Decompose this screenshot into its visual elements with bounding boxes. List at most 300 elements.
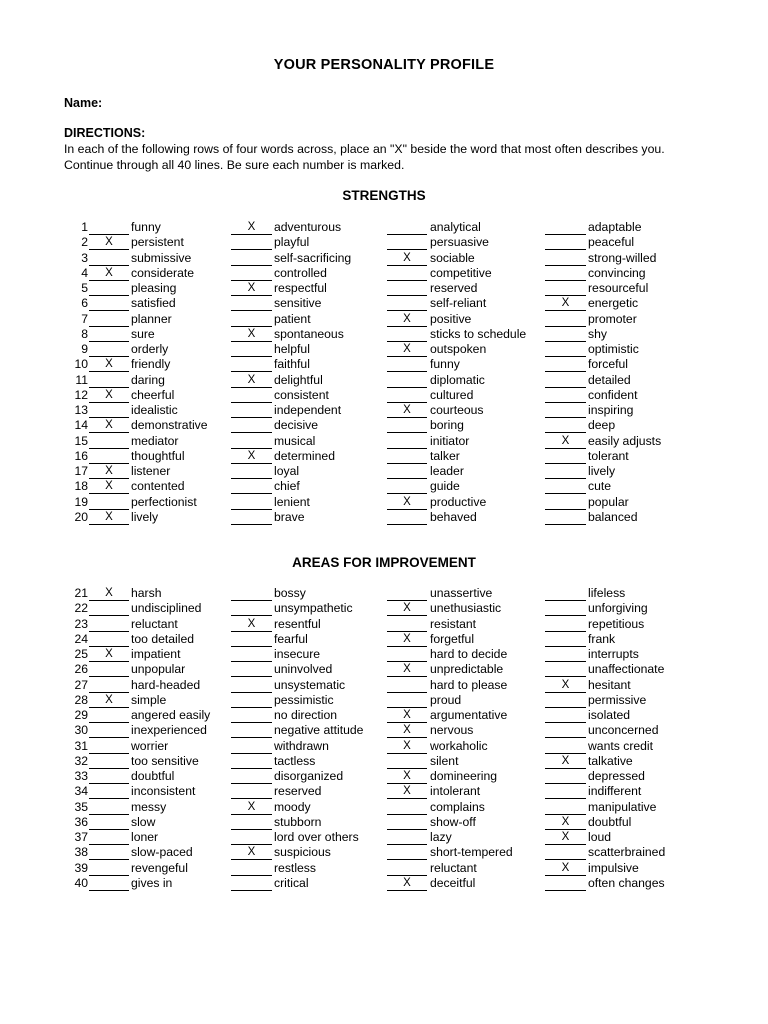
trait-word: sticks to schedule xyxy=(430,326,527,341)
answer-blank[interactable] xyxy=(387,830,427,845)
trait-word: independent xyxy=(274,403,342,417)
answer-blank[interactable]: X xyxy=(545,830,586,845)
strengths-list xyxy=(0,220,768,525)
answer-blank[interactable] xyxy=(89,342,129,357)
answer-blank[interactable]: X xyxy=(231,220,272,235)
answer-blank[interactable] xyxy=(387,510,427,525)
trait-word: hard-headed xyxy=(131,677,201,692)
trait-word: undisciplined xyxy=(131,601,202,616)
trait-word: unsystematic xyxy=(274,677,346,692)
answer-blank[interactable] xyxy=(89,495,129,510)
trait-word: lively xyxy=(131,509,159,524)
profile-row xyxy=(0,784,768,799)
trait-word: playful xyxy=(274,235,310,250)
trait-word: pleasing xyxy=(131,281,177,295)
trait-word: harsh xyxy=(131,586,162,600)
answer-blank[interactable]: X xyxy=(545,678,586,693)
profile-row xyxy=(0,861,768,876)
trait-word: doubtful xyxy=(131,769,175,783)
row-number: 15 xyxy=(74,433,88,448)
answer-blank[interactable] xyxy=(545,647,586,662)
answer-blank[interactable] xyxy=(545,251,586,266)
trait-word: self-sacrificing xyxy=(274,250,352,265)
profile-row xyxy=(0,357,768,372)
answer-blank[interactable] xyxy=(387,220,427,235)
trait-word: fearful xyxy=(274,631,308,646)
trait-word: proud xyxy=(430,692,462,707)
answer-blank[interactable] xyxy=(545,327,586,342)
trait-word: suspicious xyxy=(274,845,331,860)
answer-blank[interactable]: X xyxy=(89,479,129,494)
row-number: 12 xyxy=(74,387,88,402)
profile-row xyxy=(0,632,768,647)
row-number: 37 xyxy=(74,830,88,844)
trait-word: funny xyxy=(131,220,161,234)
trait-word: domineering xyxy=(430,769,498,783)
answer-blank[interactable]: X xyxy=(387,769,427,784)
answer-blank[interactable] xyxy=(231,739,272,754)
trait-word: reluctant xyxy=(430,860,477,875)
profile-row xyxy=(0,251,768,266)
answer-blank[interactable] xyxy=(231,388,272,403)
answer-blank[interactable] xyxy=(545,601,586,616)
answer-blank[interactable] xyxy=(387,464,427,479)
trait-word: considerate xyxy=(131,265,195,280)
answer-blank[interactable]: X xyxy=(89,418,129,433)
answer-blank[interactable] xyxy=(89,281,129,296)
answer-blank[interactable] xyxy=(545,723,586,738)
trait-word: determined xyxy=(274,448,335,463)
answer-blank[interactable] xyxy=(231,693,272,708)
answer-blank[interactable]: X xyxy=(387,342,427,357)
answer-blank[interactable] xyxy=(231,678,272,693)
answer-blank[interactable] xyxy=(387,617,427,632)
answer-blank[interactable] xyxy=(231,632,272,647)
trait-word: too detailed xyxy=(131,631,195,646)
answer-blank[interactable] xyxy=(89,800,129,815)
answer-blank[interactable] xyxy=(387,434,427,449)
profile-row xyxy=(0,266,768,281)
trait-word: wants credit xyxy=(588,738,654,753)
answer-blank[interactable] xyxy=(231,403,272,418)
answer-blank[interactable] xyxy=(387,449,427,464)
answer-blank[interactable] xyxy=(545,662,586,677)
answer-blank[interactable] xyxy=(387,373,427,388)
trait-word: silent xyxy=(430,753,459,768)
answer-blank[interactable] xyxy=(387,693,427,708)
answer-blank[interactable] xyxy=(545,708,586,723)
row-number: 28 xyxy=(74,692,88,707)
trait-word: boring xyxy=(430,418,464,433)
answer-blank[interactable] xyxy=(387,586,427,601)
answer-blank[interactable] xyxy=(89,861,129,876)
answer-blank[interactable] xyxy=(387,418,427,433)
profile-row xyxy=(0,647,768,662)
answer-blank[interactable] xyxy=(89,739,129,754)
answer-blank[interactable] xyxy=(387,845,427,860)
trait-word: reluctant xyxy=(131,616,178,631)
trait-word: daring xyxy=(131,372,165,387)
answer-blank[interactable] xyxy=(231,815,272,830)
answer-blank[interactable] xyxy=(231,586,272,601)
answer-blank[interactable] xyxy=(231,418,272,433)
trait-word: scatterbrained xyxy=(588,845,666,860)
answer-blank[interactable] xyxy=(231,357,272,372)
answer-blank[interactable]: X xyxy=(387,723,427,738)
trait-word: unpopular xyxy=(131,662,186,677)
profile-row xyxy=(0,342,768,357)
row-number: 40 xyxy=(74,875,88,890)
row-number: 16 xyxy=(74,448,88,463)
trait-word: indifferent xyxy=(588,784,642,799)
trait-word: mediator xyxy=(131,433,179,448)
answer-blank[interactable]: X xyxy=(545,296,586,311)
answer-blank[interactable] xyxy=(231,769,272,784)
profile-row xyxy=(0,479,768,494)
trait-word: easily adjusts xyxy=(588,433,662,448)
answer-blank[interactable] xyxy=(387,388,427,403)
answer-blank[interactable] xyxy=(545,845,586,860)
answer-blank[interactable] xyxy=(231,266,272,281)
trait-word: cultured xyxy=(430,387,474,402)
trait-word: brave xyxy=(274,509,305,524)
profile-row xyxy=(0,403,768,418)
row-number: 9 xyxy=(81,342,88,356)
answer-blank[interactable]: X xyxy=(89,464,129,479)
answer-blank[interactable] xyxy=(231,235,272,250)
profile-row xyxy=(0,800,768,815)
trait-word: competitive xyxy=(430,265,492,280)
answer-blank[interactable]: X xyxy=(89,357,129,372)
answer-blank[interactable] xyxy=(545,464,586,479)
answer-blank[interactable]: X xyxy=(387,251,427,266)
answer-blank[interactable] xyxy=(387,647,427,662)
trait-word: loyal xyxy=(274,464,300,478)
answer-blank[interactable]: X xyxy=(387,403,427,418)
row-number: 1 xyxy=(81,220,88,234)
trait-word: repetitious xyxy=(588,616,645,631)
answer-blank[interactable] xyxy=(89,312,129,327)
trait-word: sure xyxy=(131,326,155,341)
answer-blank[interactable] xyxy=(387,815,427,830)
answer-blank[interactable] xyxy=(545,632,586,647)
answer-blank[interactable] xyxy=(231,754,272,769)
profile-row xyxy=(0,281,768,296)
profile-row xyxy=(0,327,768,342)
answer-blank[interactable] xyxy=(387,266,427,281)
trait-word: thoughtful xyxy=(131,448,185,463)
answer-blank[interactable] xyxy=(231,861,272,876)
answer-blank[interactable]: X xyxy=(231,281,272,296)
answer-blank[interactable] xyxy=(545,357,586,372)
answer-blank[interactable] xyxy=(387,800,427,815)
answer-blank[interactable] xyxy=(545,281,586,296)
trait-word: interrupts xyxy=(588,647,639,661)
answer-blank[interactable] xyxy=(545,479,586,494)
answer-blank[interactable] xyxy=(545,312,586,327)
trait-word: forceful xyxy=(588,357,628,372)
answer-blank[interactable] xyxy=(89,678,129,693)
trait-word: cute xyxy=(588,479,612,494)
trait-word: isolated xyxy=(588,708,631,722)
answer-blank[interactable] xyxy=(89,845,129,860)
answer-blank[interactable] xyxy=(545,586,586,601)
profile-row xyxy=(0,601,768,616)
answer-blank[interactable] xyxy=(89,296,129,311)
answer-blank[interactable]: X xyxy=(89,235,129,250)
trait-word: outspoken xyxy=(430,342,487,356)
answer-blank[interactable] xyxy=(89,403,129,418)
answer-blank[interactable]: X xyxy=(387,601,427,616)
profile-row xyxy=(0,586,768,601)
answer-blank[interactable]: X xyxy=(89,388,129,403)
answer-blank[interactable] xyxy=(89,723,129,738)
answer-blank[interactable]: X xyxy=(231,800,272,815)
answer-blank[interactable] xyxy=(387,754,427,769)
trait-word: consistent xyxy=(274,387,329,402)
answer-blank[interactable] xyxy=(545,617,586,632)
row-number: 24 xyxy=(74,631,88,646)
answer-blank[interactable] xyxy=(545,510,586,525)
trait-word: behaved xyxy=(430,509,477,524)
answer-blank[interactable]: X xyxy=(231,373,272,388)
trait-word: simple xyxy=(131,692,167,707)
answer-blank[interactable]: X xyxy=(89,693,129,708)
answer-blank[interactable] xyxy=(387,235,427,250)
answer-blank[interactable] xyxy=(89,601,129,616)
answer-blank[interactable] xyxy=(89,815,129,830)
answer-blank[interactable] xyxy=(231,784,272,799)
answer-blank[interactable] xyxy=(545,800,586,815)
trait-word: no direction xyxy=(274,708,338,722)
profile-row xyxy=(0,678,768,693)
answer-blank[interactable]: X xyxy=(387,876,427,891)
answer-blank[interactable] xyxy=(387,281,427,296)
answer-blank[interactable] xyxy=(89,632,129,647)
answer-blank[interactable] xyxy=(545,495,586,510)
answer-blank[interactable] xyxy=(231,296,272,311)
row-number: 20 xyxy=(74,509,88,524)
answer-blank[interactable] xyxy=(89,754,129,769)
answer-blank[interactable] xyxy=(387,357,427,372)
trait-word: resourceful xyxy=(588,281,649,295)
answer-blank[interactable]: X xyxy=(545,861,586,876)
trait-word: angered easily xyxy=(131,708,211,722)
trait-word: uninvolved xyxy=(274,662,333,677)
answer-blank[interactable]: X xyxy=(89,510,129,525)
trait-word: show-off xyxy=(430,814,476,829)
answer-blank[interactable] xyxy=(545,693,586,708)
answer-blank[interactable]: X xyxy=(545,815,586,830)
answer-blank[interactable] xyxy=(387,861,427,876)
trait-word: frank xyxy=(588,631,616,646)
answer-blank[interactable]: X xyxy=(387,662,427,677)
answer-blank[interactable]: X xyxy=(89,266,129,281)
trait-word: inexperienced xyxy=(131,723,207,738)
trait-word: talkative xyxy=(588,753,633,768)
answer-blank[interactable] xyxy=(231,464,272,479)
answer-blank[interactable]: X xyxy=(387,632,427,647)
answer-blank[interactable] xyxy=(545,876,586,891)
row-number: 32 xyxy=(74,753,88,768)
answer-blank[interactable]: X xyxy=(387,739,427,754)
answer-blank[interactable]: X xyxy=(231,617,272,632)
answer-blank[interactable]: X xyxy=(89,586,129,601)
row-number: 2 xyxy=(81,235,88,250)
trait-word: self-reliant xyxy=(430,296,487,311)
trait-word: resentful xyxy=(274,616,321,631)
profile-row xyxy=(0,235,768,250)
row-number: 18 xyxy=(74,479,88,494)
profile-row xyxy=(0,510,768,525)
answer-blank[interactable] xyxy=(231,312,272,327)
trait-word: productive xyxy=(430,494,487,509)
trait-word: sensitive xyxy=(274,296,322,311)
trait-word: deceitful xyxy=(430,875,476,890)
answer-blank[interactable] xyxy=(231,251,272,266)
answer-blank[interactable]: X xyxy=(231,449,272,464)
answer-blank[interactable] xyxy=(231,662,272,677)
answer-blank[interactable] xyxy=(89,830,129,845)
answer-blank[interactable] xyxy=(545,739,586,754)
answer-blank[interactable] xyxy=(89,662,129,677)
answer-blank[interactable] xyxy=(545,235,586,250)
trait-word: revengeful xyxy=(131,860,188,875)
trait-word: contented xyxy=(131,479,185,494)
trait-word: adventurous xyxy=(274,220,342,234)
row-number: 30 xyxy=(74,723,88,738)
answer-blank[interactable] xyxy=(545,373,586,388)
trait-word: lifeless xyxy=(588,586,626,600)
trait-word: convincing xyxy=(588,265,646,280)
answer-blank[interactable]: X xyxy=(545,434,586,449)
row-number: 36 xyxy=(74,814,88,829)
trait-word: lord over others xyxy=(274,830,359,844)
answer-blank[interactable] xyxy=(231,495,272,510)
answer-blank[interactable] xyxy=(387,327,427,342)
trait-word: loud xyxy=(588,830,612,844)
answer-blank[interactable] xyxy=(387,296,427,311)
trait-word: messy xyxy=(131,799,167,814)
trait-word: loner xyxy=(131,830,159,844)
row-number: 27 xyxy=(74,677,88,692)
trait-word: listener xyxy=(131,464,171,478)
answer-blank[interactable] xyxy=(231,830,272,845)
trait-word: balanced xyxy=(588,509,638,524)
trait-word: reserved xyxy=(274,784,322,799)
answer-blank[interactable]: X xyxy=(231,327,272,342)
answer-blank[interactable] xyxy=(89,220,129,235)
answer-blank[interactable]: X xyxy=(387,708,427,723)
answer-blank[interactable] xyxy=(545,220,586,235)
answer-blank[interactable] xyxy=(545,266,586,281)
trait-word: leader xyxy=(430,464,464,478)
answer-blank[interactable]: X xyxy=(89,647,129,662)
answer-blank[interactable] xyxy=(387,678,427,693)
row-number: 17 xyxy=(74,464,88,478)
answer-blank[interactable] xyxy=(387,479,427,494)
answer-blank[interactable] xyxy=(89,434,129,449)
trait-word: idealistic xyxy=(131,403,178,417)
trait-word: persistent xyxy=(131,235,184,250)
answer-blank[interactable] xyxy=(545,342,586,357)
trait-word: workaholic xyxy=(430,738,488,753)
profile-row xyxy=(0,418,768,433)
answer-blank[interactable]: X xyxy=(387,312,427,327)
answer-blank[interactable] xyxy=(89,251,129,266)
profile-row xyxy=(0,388,768,403)
trait-word: complains xyxy=(430,799,485,814)
trait-word: resistant xyxy=(430,616,477,631)
row-number: 3 xyxy=(81,250,88,265)
directions-text: In each of the following rows of four words across, place an "X" beside the word that most often describes you. Continue through all 40 lines. Be sure each number is marked. xyxy=(64,142,665,172)
answer-blank[interactable]: X xyxy=(387,784,427,799)
trait-word: worrier xyxy=(131,738,169,753)
row-number: 39 xyxy=(74,860,88,875)
answer-blank[interactable] xyxy=(545,769,586,784)
trait-word: friendly xyxy=(131,357,171,372)
answer-blank[interactable]: X xyxy=(545,754,586,769)
trait-word: withdrawn xyxy=(274,738,329,753)
answer-blank[interactable] xyxy=(89,327,129,342)
trait-word: delightful xyxy=(274,372,323,387)
answer-blank[interactable] xyxy=(89,708,129,723)
answer-blank[interactable] xyxy=(231,342,272,357)
answer-blank[interactable] xyxy=(89,876,129,891)
answer-blank[interactable] xyxy=(231,434,272,449)
trait-word: bossy xyxy=(274,586,306,600)
answer-blank[interactable]: X xyxy=(387,495,427,510)
row-number: 4 xyxy=(81,265,88,280)
answer-blank[interactable] xyxy=(89,784,129,799)
trait-word: persuasive xyxy=(430,235,489,250)
trait-word: stubborn xyxy=(274,814,322,829)
trait-word: adaptable xyxy=(588,220,642,234)
answer-blank[interactable] xyxy=(545,784,586,799)
answer-blank[interactable] xyxy=(231,876,272,891)
answer-blank[interactable] xyxy=(89,769,129,784)
answer-blank[interactable]: X xyxy=(231,845,272,860)
answer-blank[interactable] xyxy=(231,601,272,616)
trait-word: argumentative xyxy=(430,708,508,722)
answer-blank[interactable] xyxy=(545,403,586,418)
trait-word: unforgiving xyxy=(588,601,648,616)
answer-blank[interactable] xyxy=(231,510,272,525)
answer-blank[interactable] xyxy=(231,708,272,723)
profile-row xyxy=(0,220,768,235)
trait-word: confident xyxy=(588,387,638,402)
answer-blank[interactable] xyxy=(231,479,272,494)
answer-blank[interactable] xyxy=(89,449,129,464)
trait-word: guide xyxy=(430,479,460,494)
trait-word: lively xyxy=(588,464,616,478)
row-number: 35 xyxy=(74,799,88,814)
trait-word: detailed xyxy=(588,372,631,387)
answer-blank[interactable] xyxy=(231,723,272,738)
answer-blank[interactable] xyxy=(545,449,586,464)
profile-row xyxy=(0,739,768,754)
trait-word: gives in xyxy=(131,875,173,890)
trait-word: energetic xyxy=(588,296,639,311)
answer-blank[interactable] xyxy=(89,373,129,388)
trait-word: impulsive xyxy=(588,860,639,875)
trait-word: strong-willed xyxy=(588,250,657,265)
profile-row xyxy=(0,434,768,449)
answer-blank[interactable] xyxy=(545,388,586,403)
answer-blank[interactable] xyxy=(231,647,272,662)
answer-blank[interactable] xyxy=(545,418,586,433)
answer-blank[interactable] xyxy=(89,617,129,632)
